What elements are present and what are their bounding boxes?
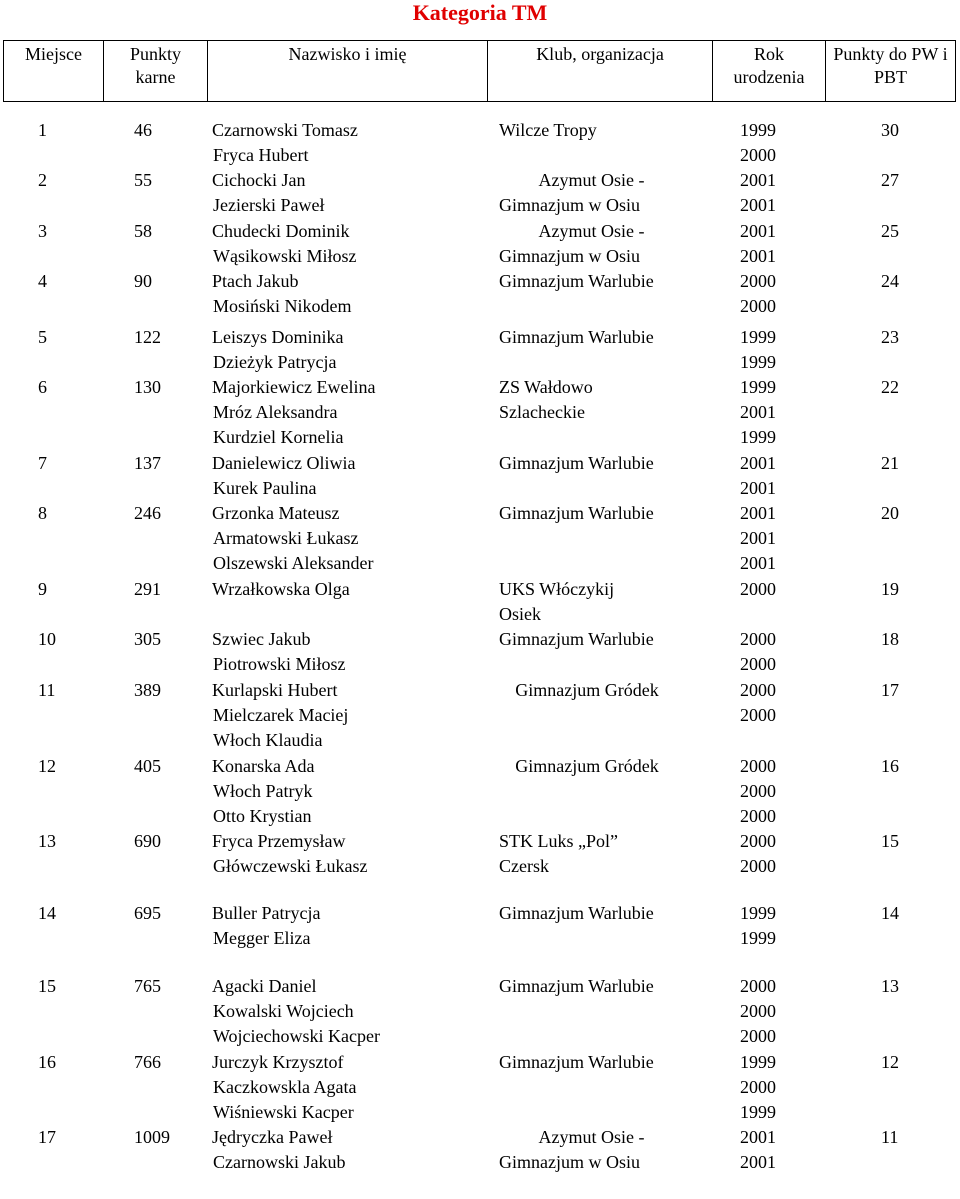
row-points: 25 — [881, 221, 899, 241]
row-year: 2001 — [740, 503, 776, 523]
row-name: Fryca Przemysław — [212, 831, 346, 851]
row-club: Gimnazjum Warlubie — [499, 327, 654, 347]
row-name: Kaczkowskla Agata — [213, 1077, 357, 1097]
row-name: Włoch Patryk — [213, 781, 313, 801]
row-club: Czersk — [499, 856, 549, 876]
row-place: 15 — [38, 976, 56, 996]
row-name: Buller Patrycja — [212, 903, 321, 923]
page-title: Kategoria TM — [412, 0, 548, 25]
row-name: Mróz Aleksandra — [213, 402, 338, 422]
row-name: Grzonka Mateusz — [212, 503, 340, 523]
row-name: Szwiec Jakub — [212, 629, 311, 649]
row-name: Armatowski Łukasz — [213, 528, 359, 548]
row-year: 2001 — [740, 453, 776, 473]
row-points: 15 — [881, 831, 899, 851]
row-club: Azymut Osie - — [538, 221, 645, 241]
row-club: Gimnazjum Warlubie — [499, 976, 654, 996]
row-name: Wojciechowski Kacper — [213, 1026, 380, 1046]
row-penalty: 1009 — [134, 1127, 170, 1147]
row-name: Kurlapski Hubert — [212, 680, 338, 700]
row-place: 5 — [38, 327, 47, 347]
row-name: Czarnowski Jakub — [213, 1152, 346, 1172]
row-penalty: 90 — [134, 271, 152, 291]
row-points: 20 — [881, 503, 899, 523]
row-name: Czarnowski Tomasz — [212, 120, 358, 140]
row-club: Gimnazjum Warlubie — [499, 629, 654, 649]
row-year: 2000 — [740, 271, 776, 291]
row-points: 24 — [881, 271, 899, 291]
row-year: 1999 — [740, 903, 776, 923]
row-penalty: 46 — [134, 120, 152, 140]
row-place: 12 — [38, 756, 56, 776]
row-penalty: 766 — [134, 1052, 161, 1072]
row-year: 1999 — [740, 1102, 776, 1122]
row-penalty: 137 — [134, 453, 161, 473]
row-place: 1 — [38, 120, 47, 140]
row-name: Mielczarek Maciej — [213, 705, 349, 725]
row-club: Gimnazjum Warlubie — [499, 903, 654, 923]
row-year: 2000 — [740, 856, 776, 876]
row-name: Megger Eliza — [213, 928, 311, 948]
row-penalty: 405 — [134, 756, 161, 776]
row-name: Jezierski Paweł — [213, 195, 325, 215]
row-club: Azymut Osie - — [538, 1127, 645, 1147]
header-nazwisko: Nazwisko i imię — [207, 41, 487, 101]
row-club: UKS Włóczykij — [499, 579, 615, 599]
row-place: 16 — [38, 1052, 56, 1072]
row-year: 2000 — [740, 806, 776, 826]
row-name: Olszewski Aleksander — [213, 553, 374, 573]
row-penalty: 765 — [134, 976, 161, 996]
row-name: Piotrowski Miłosz — [213, 654, 346, 674]
row-year: 2000 — [740, 976, 776, 996]
row-year: 2001 — [740, 195, 776, 215]
row-year: 2000 — [740, 831, 776, 851]
row-year: 2001 — [740, 528, 776, 548]
header-punkty-karne — [103, 41, 207, 101]
row-penalty: 58 — [134, 221, 152, 241]
row-year: 2001 — [740, 1127, 776, 1147]
row-year: 2001 — [740, 553, 776, 573]
row-name: Ptach Jakub — [212, 271, 299, 291]
row-name: Otto Krystian — [213, 806, 312, 826]
row-club: Gimnazjum Warlubie — [499, 1052, 654, 1072]
row-club: STK Luks „Pol” — [499, 831, 618, 851]
row-year: 1999 — [740, 1052, 776, 1072]
header-rok-text: Rok urodzenia — [733, 44, 805, 87]
row-points: 17 — [881, 680, 899, 700]
row-points: 11 — [881, 1127, 899, 1147]
row-points: 12 — [881, 1052, 899, 1072]
row-place: 17 — [38, 1127, 56, 1147]
row-penalty: 690 — [134, 831, 161, 851]
row-name: Majorkiewicz Ewelina — [212, 377, 376, 397]
row-points: 13 — [881, 976, 899, 996]
row-club: Osiek — [499, 604, 541, 624]
row-year: 1999 — [740, 377, 776, 397]
row-penalty: 55 — [134, 170, 152, 190]
row-year: 2000 — [740, 629, 776, 649]
row-penalty: 122 — [134, 327, 161, 347]
row-club: Gimnazjum w Osiu — [499, 1152, 640, 1172]
row-year: 2000 — [740, 579, 776, 599]
row-name: Cichocki Jan — [212, 170, 306, 190]
row-points: 30 — [881, 120, 899, 140]
header-miejsce: Miejsce — [25, 44, 82, 64]
row-year: 2000 — [740, 654, 776, 674]
row-year: 1999 — [740, 352, 776, 372]
row-penalty: 246 — [134, 503, 161, 523]
row-place: 9 — [38, 579, 47, 599]
row-year: 2001 — [740, 478, 776, 498]
row-penalty: 695 — [134, 903, 161, 923]
table-header — [3, 40, 956, 102]
row-year: 2000 — [740, 145, 776, 165]
header-punkty-karne-text: Punkty karne — [129, 44, 181, 87]
row-club: ZS Wałdowo — [499, 377, 593, 397]
row-year: 2000 — [740, 781, 776, 801]
row-name: Kowalski Wojciech — [213, 1001, 354, 1021]
row-year: 1999 — [740, 427, 776, 447]
row-year: 2000 — [740, 705, 776, 725]
row-place: 8 — [38, 503, 47, 523]
row-name: Mosiński Nikodem — [213, 296, 352, 316]
row-name: Wąsikowski Miłosz — [213, 246, 357, 266]
row-club: Gimnazjum Gródek — [515, 680, 659, 700]
row-year: 2001 — [740, 246, 776, 266]
row-club: Gimnazjum Warlubie — [499, 271, 654, 291]
row-name: Kurdziel Kornelia — [213, 427, 344, 447]
row-name: Główczewski Łukasz — [213, 856, 368, 876]
row-penalty: 389 — [134, 680, 161, 700]
row-year: 2000 — [740, 756, 776, 776]
row-name: Konarska Ada — [212, 756, 315, 776]
row-name: Kurek Paulina — [213, 478, 317, 498]
row-points: 16 — [881, 756, 899, 776]
row-club: Azymut Osie - — [538, 170, 645, 190]
row-year: 2001 — [740, 1152, 776, 1172]
row-name: Danielewicz Oliwia — [212, 453, 356, 473]
row-name: Chudecki Dominik — [212, 221, 350, 241]
row-points: 18 — [881, 629, 899, 649]
row-place: 11 — [38, 680, 56, 700]
row-place: 7 — [38, 453, 47, 473]
row-club: Gimnazjum w Osiu — [499, 246, 640, 266]
row-points: 21 — [881, 453, 899, 473]
header-rok — [712, 41, 825, 101]
row-year: 2000 — [740, 1026, 776, 1046]
header-punkty-pw-text: Punkty do PW i PBT — [833, 44, 948, 87]
row-year: 2001 — [740, 170, 776, 190]
row-year: 1999 — [740, 120, 776, 140]
row-penalty: 305 — [134, 629, 161, 649]
row-year: 2000 — [740, 1077, 776, 1097]
row-year: 2000 — [740, 680, 776, 700]
row-name: Jędryczka Paweł — [212, 1127, 333, 1147]
row-year: 1999 — [740, 327, 776, 347]
row-name: Wiśniewski Kacper — [213, 1102, 354, 1122]
row-penalty: 130 — [134, 377, 161, 397]
row-club: Gimnazjum Warlubie — [499, 503, 654, 523]
row-name: Agacki Daniel — [212, 976, 317, 996]
row-year: 2000 — [740, 1001, 776, 1021]
row-club: Gimnazjum Warlubie — [499, 453, 654, 473]
row-place: 6 — [38, 377, 47, 397]
row-points: 23 — [881, 327, 899, 347]
row-place: 4 — [38, 271, 47, 291]
row-penalty: 291 — [134, 579, 161, 599]
row-name: Leiszys Dominika — [212, 327, 344, 347]
row-year: 2000 — [740, 296, 776, 316]
row-place: 13 — [38, 831, 56, 851]
row-name: Fryca Hubert — [213, 145, 309, 165]
row-place: 10 — [38, 629, 56, 649]
row-club: Wilcze Tropy — [499, 120, 597, 140]
row-points: 19 — [881, 579, 899, 599]
row-club: Szlacheckie — [499, 402, 585, 422]
row-name: Włoch Klaudia — [213, 730, 323, 750]
row-year: 2001 — [740, 402, 776, 422]
row-name: Wrzałkowska Olga — [212, 579, 350, 599]
row-points: 22 — [881, 377, 899, 397]
row-points: 14 — [881, 903, 899, 923]
header-klub: Klub, organizacja — [487, 41, 712, 101]
row-points: 27 — [881, 170, 899, 190]
row-club: Gimnazjum w Osiu — [499, 195, 640, 215]
row-place: 3 — [38, 221, 47, 241]
row-place: 14 — [38, 903, 56, 923]
row-club: Gimnazjum Gródek — [515, 756, 659, 776]
row-name: Dzieżyk Patrycja — [213, 352, 337, 372]
row-place: 2 — [38, 170, 47, 190]
row-year: 2001 — [740, 221, 776, 241]
row-year: 1999 — [740, 928, 776, 948]
header-punkty-pw — [825, 41, 955, 101]
row-name: Jurczyk Krzysztof — [212, 1052, 344, 1072]
